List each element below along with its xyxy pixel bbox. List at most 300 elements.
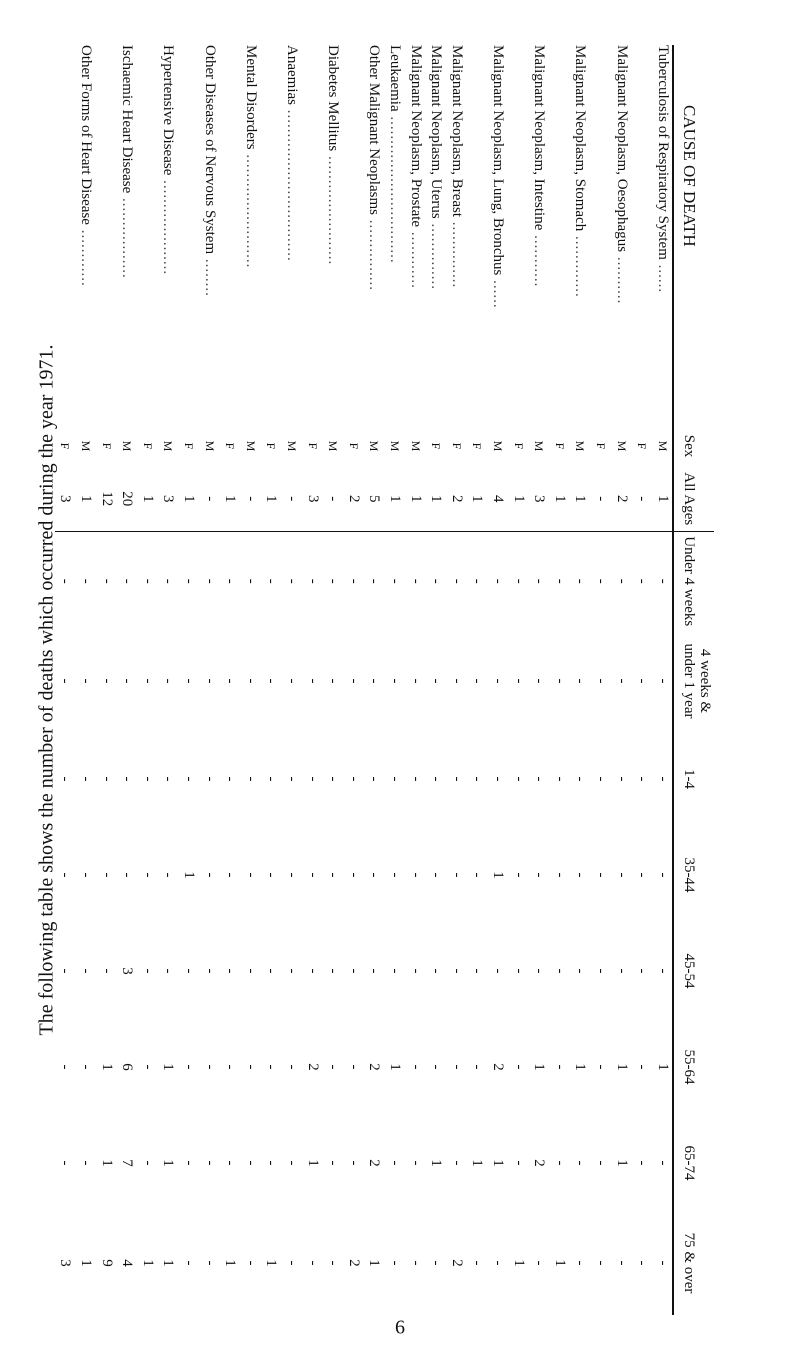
age-45-54-cell: -: [489, 968, 506, 974]
under-4-weeks-cell: -: [634, 578, 651, 584]
table-row: [178, 45, 199, 1315]
age-1-4-cell: -: [325, 776, 342, 782]
mortality-table: [55, 45, 714, 1315]
under-4-weeks-cell: -: [510, 578, 527, 584]
cause-cell: [96, 45, 117, 425]
leader-dots: .............: [572, 231, 589, 298]
age-45-54-cell: -: [345, 968, 362, 974]
leader-dots: ............: [78, 224, 95, 287]
page-number: 6: [395, 1316, 405, 1339]
age-1-4-cell: -: [366, 776, 383, 782]
leader-dots: ......: [654, 259, 671, 294]
age-1-4-cell: -: [284, 776, 301, 782]
cause-cell: [405, 45, 426, 425]
age-65-74-cell: -: [325, 1160, 342, 1166]
cause-label: Tuberculosis of Respiratory System: [654, 45, 671, 260]
age-35-44-cell: -: [222, 872, 239, 878]
age-75-over-cell: 1: [366, 1259, 383, 1267]
4-weeks-under-1-year-cell: -: [572, 678, 589, 684]
age-45-54-cell: -: [551, 968, 568, 974]
age-75-over-cell: 4: [119, 1259, 136, 1267]
age-1-4-cell: -: [489, 776, 506, 782]
leader-dots: .......................: [325, 151, 342, 266]
all-ages-cell: 1: [508, 467, 529, 531]
age-75-over-cell: -: [613, 1260, 630, 1266]
sex-cell: M: [532, 440, 547, 452]
under-4-weeks-cell: -: [201, 578, 218, 584]
age-1-4-cell: -: [510, 776, 527, 782]
age-45-54-cell: -: [160, 968, 177, 974]
table-row: [199, 45, 220, 1315]
sex-cell: M: [243, 440, 258, 452]
under-4-weeks-cell: -: [304, 578, 321, 584]
cause-label: Other Forms of Heart Disease: [78, 45, 95, 225]
age-1-4-cell: -: [469, 776, 486, 782]
all-ages-cell: 3: [302, 467, 323, 531]
cause-cell: [446, 45, 467, 425]
age-35-44-cell: -: [634, 872, 651, 878]
4-weeks-under-1-year-cell: -: [181, 678, 198, 684]
cause-cell: [261, 45, 282, 425]
age-65-74-cell: 1: [489, 1159, 506, 1167]
cause-cell: [137, 45, 158, 425]
table-row: [158, 45, 179, 1315]
header-age-55-64: 55-64: [681, 1049, 698, 1085]
sex-cell: F: [140, 442, 155, 450]
age-65-74-cell: 1: [98, 1159, 115, 1167]
age-35-44-cell: -: [551, 872, 568, 878]
under-4-weeks-cell: -: [592, 578, 609, 584]
table-row: [219, 45, 240, 1315]
cause-cell: [425, 45, 446, 425]
age-45-54-cell: -: [448, 968, 465, 974]
age-55-64-cell: -: [634, 1064, 651, 1070]
age-55-64-cell: 2: [489, 1063, 506, 1071]
table-row: [652, 45, 674, 1315]
table-row: [405, 45, 426, 1315]
sex-cell: F: [449, 442, 464, 450]
all-ages-cell: 1: [652, 467, 674, 531]
under-4-weeks-cell: -: [139, 578, 156, 584]
age-45-54-cell: -: [428, 968, 445, 974]
under-4-weeks-cell: -: [613, 578, 630, 584]
age-55-64-cell: 1: [654, 1063, 671, 1071]
age-35-44-cell: -: [242, 872, 259, 878]
all-ages-cell: 2: [343, 467, 364, 531]
cause-cell: [467, 45, 488, 425]
age-75-over-cell: -: [654, 1260, 671, 1266]
age-55-64-cell: -: [407, 1064, 424, 1070]
age-65-74-cell: -: [572, 1160, 589, 1166]
4-weeks-under-1-year-cell: -: [531, 678, 548, 684]
sex-cell: M: [614, 440, 629, 452]
cause-cell: [528, 45, 549, 425]
table-row: [364, 45, 385, 1315]
cause-label: Leukaemia: [386, 45, 403, 112]
age-45-54-cell: -: [98, 968, 115, 974]
cause-cell: [55, 45, 76, 425]
leader-dots: ..........: [613, 252, 630, 305]
header-all-ages: All Ages: [674, 467, 715, 531]
age-35-44-cell: -: [201, 872, 218, 878]
under-4-weeks-cell: -: [242, 578, 259, 584]
age-55-64-cell: -: [448, 1064, 465, 1070]
age-1-4-cell: -: [531, 776, 548, 782]
age-65-74-cell: -: [510, 1160, 527, 1166]
cause-cell: [178, 45, 199, 425]
sex-cell: F: [264, 442, 279, 450]
under-4-weeks-cell: -: [489, 578, 506, 584]
age-35-44-cell: -: [428, 872, 445, 878]
age-55-64-cell: 2: [304, 1063, 321, 1071]
cause-label: Hypertensive Disease: [160, 45, 177, 176]
age-55-64-cell: -: [57, 1064, 74, 1070]
age-45-54-cell: -: [572, 968, 589, 974]
age-55-64-cell: -: [551, 1064, 568, 1070]
age-1-4-cell: -: [386, 776, 403, 782]
all-ages-cell: 1: [137, 467, 158, 531]
sex-cell: F: [99, 442, 114, 450]
age-35-44-cell: -: [654, 872, 671, 878]
cause-cell: [508, 45, 529, 425]
age-45-54-cell: -: [78, 968, 95, 974]
cause-label: Malignant Neoplasm, Prostate: [407, 45, 424, 228]
cause-label: Other Malignant Neoplasms: [366, 45, 383, 215]
age-1-4-cell: -: [613, 776, 630, 782]
age-75-over-cell: -: [592, 1260, 609, 1266]
table-row: [55, 45, 76, 1315]
age-45-54-cell: -: [386, 968, 403, 974]
cause-cell: [75, 45, 96, 425]
all-ages-cell: -: [240, 467, 261, 531]
table-row: [590, 45, 611, 1315]
all-ages-cell: 1: [425, 467, 446, 531]
age-1-4-cell: -: [98, 776, 115, 782]
age-75-over-cell: 1: [78, 1259, 95, 1267]
age-45-54-cell: -: [613, 968, 630, 974]
table-row: [508, 45, 529, 1315]
table-row: [240, 45, 261, 1315]
age-45-54-cell: -: [222, 968, 239, 974]
age-75-over-cell: -: [572, 1260, 589, 1266]
leader-dots: .................: [119, 193, 136, 279]
age-1-4-cell: -: [572, 776, 589, 782]
rotated-table-container: [57, 0, 800, 1357]
age-65-74-cell: 7: [119, 1159, 136, 1167]
sex-cell: M: [573, 440, 588, 452]
header-under-4-weeks: Under 4 weeks: [681, 536, 698, 627]
header-sex: Sex: [681, 434, 698, 458]
age-1-4-cell: -: [139, 776, 156, 782]
cause-cell: [158, 45, 179, 425]
header-4-weeks-under-1-year: 4 weeks & under 1 year: [681, 643, 713, 719]
age-55-64-cell: -: [201, 1064, 218, 1070]
age-45-54-cell: -: [531, 968, 548, 974]
age-55-64-cell: -: [428, 1064, 445, 1070]
age-35-44-cell: -: [572, 872, 589, 878]
under-4-weeks-cell: -: [325, 578, 342, 584]
under-4-weeks-cell: -: [78, 578, 95, 584]
age-1-4-cell: -: [304, 776, 321, 782]
age-45-54-cell: -: [407, 968, 424, 974]
sex-cell: F: [511, 442, 526, 450]
4-weeks-under-1-year-cell: -: [263, 678, 280, 684]
table-row: [261, 45, 282, 1315]
table-row: [302, 45, 323, 1315]
age-75-over-cell: 9: [98, 1259, 115, 1267]
cause-cell: [219, 45, 240, 425]
cause-cell: [590, 45, 611, 425]
4-weeks-under-1-year-cell: -: [201, 678, 218, 684]
age-75-over-cell: -: [428, 1260, 445, 1266]
leader-dots: ...........: [531, 230, 548, 288]
all-ages-cell: 1: [405, 467, 426, 531]
age-65-74-cell: 1: [160, 1159, 177, 1167]
age-65-74-cell: -: [181, 1160, 198, 1166]
under-4-weeks-cell: -: [181, 578, 198, 584]
sex-cell: M: [326, 440, 341, 452]
4-weeks-under-1-year-cell: -: [98, 678, 115, 684]
cause-label: Anaemias: [284, 45, 301, 105]
age-65-74-cell: -: [386, 1160, 403, 1166]
age-35-44-cell: -: [386, 872, 403, 878]
age-65-74-cell: -: [407, 1160, 424, 1166]
age-65-74-cell: -: [345, 1160, 362, 1166]
age-35-44-cell: -: [510, 872, 527, 878]
cause-cell: [302, 45, 323, 425]
age-1-4-cell: -: [407, 776, 424, 782]
all-ages-cell: 2: [611, 467, 632, 531]
age-55-64-cell: 6: [119, 1063, 136, 1071]
all-ages-cell: 5: [364, 467, 385, 531]
sex-cell: M: [79, 440, 94, 452]
4-weeks-under-1-year-cell: -: [613, 678, 630, 684]
header-age-35-44: 35-44: [681, 857, 698, 893]
age-65-74-cell: 1: [428, 1159, 445, 1167]
under-4-weeks-cell: -: [469, 578, 486, 584]
age-65-74-cell: 1: [613, 1159, 630, 1167]
age-75-over-cell: -: [634, 1260, 651, 1266]
age-55-64-cell: 1: [613, 1063, 630, 1071]
under-4-weeks-cell: -: [57, 578, 74, 584]
all-ages-cell: 1: [219, 467, 240, 531]
4-weeks-under-1-year-cell: -: [366, 678, 383, 684]
age-35-44-cell: 1: [181, 871, 198, 879]
all-ages-cell: 1: [549, 467, 570, 531]
age-65-74-cell: 1: [304, 1159, 321, 1167]
age-65-74-cell: -: [592, 1160, 609, 1166]
leader-dots: ...............................: [386, 111, 403, 264]
table-row: [467, 45, 488, 1315]
age-55-64-cell: -: [222, 1064, 239, 1070]
age-75-over-cell: 1: [139, 1259, 156, 1267]
age-55-64-cell: 1: [572, 1063, 589, 1071]
header-age-45-54: 45-54: [681, 953, 698, 989]
all-ages-cell: 2: [446, 467, 467, 531]
age-75-over-cell: -: [407, 1260, 424, 1266]
under-4-weeks-cell: -: [407, 578, 424, 584]
age-55-64-cell: -: [345, 1064, 362, 1070]
4-weeks-under-1-year-cell: -: [448, 678, 465, 684]
age-65-74-cell: -: [284, 1160, 301, 1166]
sex-cell: M: [367, 440, 382, 452]
cause-cell: [611, 45, 632, 425]
table-row: [611, 45, 632, 1315]
age-65-74-cell: 2: [366, 1159, 383, 1167]
4-weeks-under-1-year-cell: -: [469, 678, 486, 684]
table-row: [96, 45, 117, 1315]
age-1-4-cell: -: [345, 776, 362, 782]
age-75-over-cell: 1: [551, 1259, 568, 1267]
age-1-4-cell: -: [160, 776, 177, 782]
all-ages-cell: 3: [158, 467, 179, 531]
age-1-4-cell: -: [201, 776, 218, 782]
4-weeks-under-1-year-cell: -: [551, 678, 568, 684]
age-45-54-cell: 3: [119, 967, 136, 975]
4-weeks-under-1-year-cell: -: [242, 678, 259, 684]
all-ages-cell: 1: [178, 467, 199, 531]
cause-label: Malignant Neoplasm, Uterus: [428, 45, 445, 219]
table-row: [281, 45, 302, 1315]
age-75-over-cell: -: [242, 1260, 259, 1266]
age-65-74-cell: -: [201, 1160, 218, 1166]
age-45-54-cell: -: [263, 968, 280, 974]
age-65-74-cell: 1: [469, 1159, 486, 1167]
age-45-54-cell: -: [325, 968, 342, 974]
sex-cell: M: [490, 440, 505, 452]
age-55-64-cell: -: [78, 1064, 95, 1070]
4-weeks-under-1-year-cell: -: [386, 678, 403, 684]
all-ages-cell: 3: [55, 467, 76, 531]
age-75-over-cell: 1: [510, 1259, 527, 1267]
age-45-54-cell: -: [284, 968, 301, 974]
age-55-64-cell: 2: [366, 1063, 383, 1071]
page-caption: The following table shows the number of deaths which occurred during the year 1971.: [35, 344, 58, 1036]
age-35-44-cell: -: [139, 872, 156, 878]
age-75-over-cell: -: [284, 1260, 301, 1266]
cause-cell: [364, 45, 385, 425]
age-35-44-cell: -: [448, 872, 465, 878]
age-1-4-cell: -: [78, 776, 95, 782]
age-55-64-cell: -: [242, 1064, 259, 1070]
age-55-64-cell: -: [592, 1064, 609, 1070]
4-weeks-under-1-year-cell: -: [139, 678, 156, 684]
age-55-64-cell: -: [510, 1064, 527, 1070]
age-75-over-cell: -: [469, 1260, 486, 1266]
under-4-weeks-cell: -: [551, 578, 568, 584]
age-55-64-cell: -: [263, 1064, 280, 1070]
age-1-4-cell: -: [222, 776, 239, 782]
table-row: [116, 45, 137, 1315]
cause-label: Malignant Neoplasm, Oesophagus: [613, 45, 630, 253]
4-weeks-under-1-year-cell: -: [160, 678, 177, 684]
age-1-4-cell: -: [551, 776, 568, 782]
age-55-64-cell: -: [181, 1064, 198, 1070]
under-4-weeks-cell: -: [654, 578, 671, 584]
age-75-over-cell: -: [201, 1260, 218, 1266]
4-weeks-under-1-year-cell: -: [325, 678, 342, 684]
age-1-4-cell: -: [428, 776, 445, 782]
4-weeks-under-1-year-cell: -: [222, 678, 239, 684]
leader-dots: ...............: [366, 214, 383, 291]
age-1-4-cell: -: [634, 776, 651, 782]
cause-label: Mental Disorders: [242, 45, 259, 150]
all-ages-cell: 20: [116, 467, 137, 531]
sex-cell: M: [120, 440, 135, 452]
age-55-64-cell: 1: [386, 1063, 403, 1071]
4-weeks-under-1-year-cell: -: [57, 678, 74, 684]
age-45-54-cell: -: [510, 968, 527, 974]
sex-cell: M: [285, 440, 300, 452]
table-row: [549, 45, 570, 1315]
cause-label: Malignant Neoplasm, Breast: [448, 45, 465, 218]
age-55-64-cell: 1: [98, 1063, 115, 1071]
age-65-74-cell: -: [242, 1160, 259, 1166]
age-1-4-cell: -: [181, 776, 198, 782]
4-weeks-under-1-year-cell: -: [592, 678, 609, 684]
header-age-1-4: 1-4: [681, 769, 698, 789]
table-row: [425, 45, 446, 1315]
age-35-44-cell: -: [325, 872, 342, 878]
age-35-44-cell: -: [407, 872, 424, 878]
age-65-74-cell: -: [222, 1160, 239, 1166]
header-age-75-over: 75 & over: [681, 1232, 698, 1294]
age-75-over-cell: -: [304, 1260, 321, 1266]
table-row: [570, 45, 591, 1315]
leader-dots: ............: [407, 227, 424, 289]
leader-dots: ..............: [428, 218, 445, 290]
all-ages-cell: -: [281, 467, 302, 531]
header-age-65-74: 65-74: [681, 1145, 698, 1181]
all-ages-cell: -: [322, 467, 343, 531]
under-4-weeks-cell: -: [160, 578, 177, 584]
age-35-44-cell: -: [366, 872, 383, 878]
age-65-74-cell: -: [78, 1160, 95, 1166]
age-35-44-cell: -: [345, 872, 362, 878]
cause-label: Malignant Neoplasm, Lung, Bronchus: [489, 45, 506, 276]
age-45-54-cell: -: [469, 968, 486, 974]
age-65-74-cell: 2: [531, 1159, 548, 1167]
4-weeks-under-1-year-cell: -: [284, 678, 301, 684]
cause-cell: [343, 45, 364, 425]
leader-dots: ........: [201, 254, 218, 297]
4-weeks-under-1-year-cell: -: [489, 678, 506, 684]
age-45-54-cell: -: [592, 968, 609, 974]
under-4-weeks-cell: -: [572, 578, 589, 584]
under-4-weeks-cell: -: [428, 578, 445, 584]
age-55-64-cell: 1: [531, 1063, 548, 1071]
age-75-over-cell: 2: [345, 1259, 362, 1267]
under-4-weeks-cell: -: [263, 578, 280, 584]
cause-cell: [487, 45, 508, 425]
age-35-44-cell: -: [469, 872, 486, 878]
all-ages-cell: -: [199, 467, 220, 531]
sex-cell: F: [552, 442, 567, 450]
age-55-64-cell: -: [325, 1064, 342, 1070]
cause-label: Ischaemic Heart Disease: [119, 45, 136, 194]
4-weeks-under-1-year-cell: -: [345, 678, 362, 684]
table-row: [322, 45, 343, 1315]
header-cause: CAUSE OF DEATH: [680, 105, 700, 247]
leader-dots: ..............: [448, 217, 465, 289]
all-ages-cell: 12: [96, 467, 117, 531]
cause-cell: [570, 45, 591, 425]
all-ages-cell: 1: [570, 467, 591, 531]
4-weeks-under-1-year-cell: -: [78, 678, 95, 684]
table-row: [528, 45, 549, 1315]
sex-cell: M: [387, 440, 402, 452]
under-4-weeks-cell: -: [222, 578, 239, 584]
